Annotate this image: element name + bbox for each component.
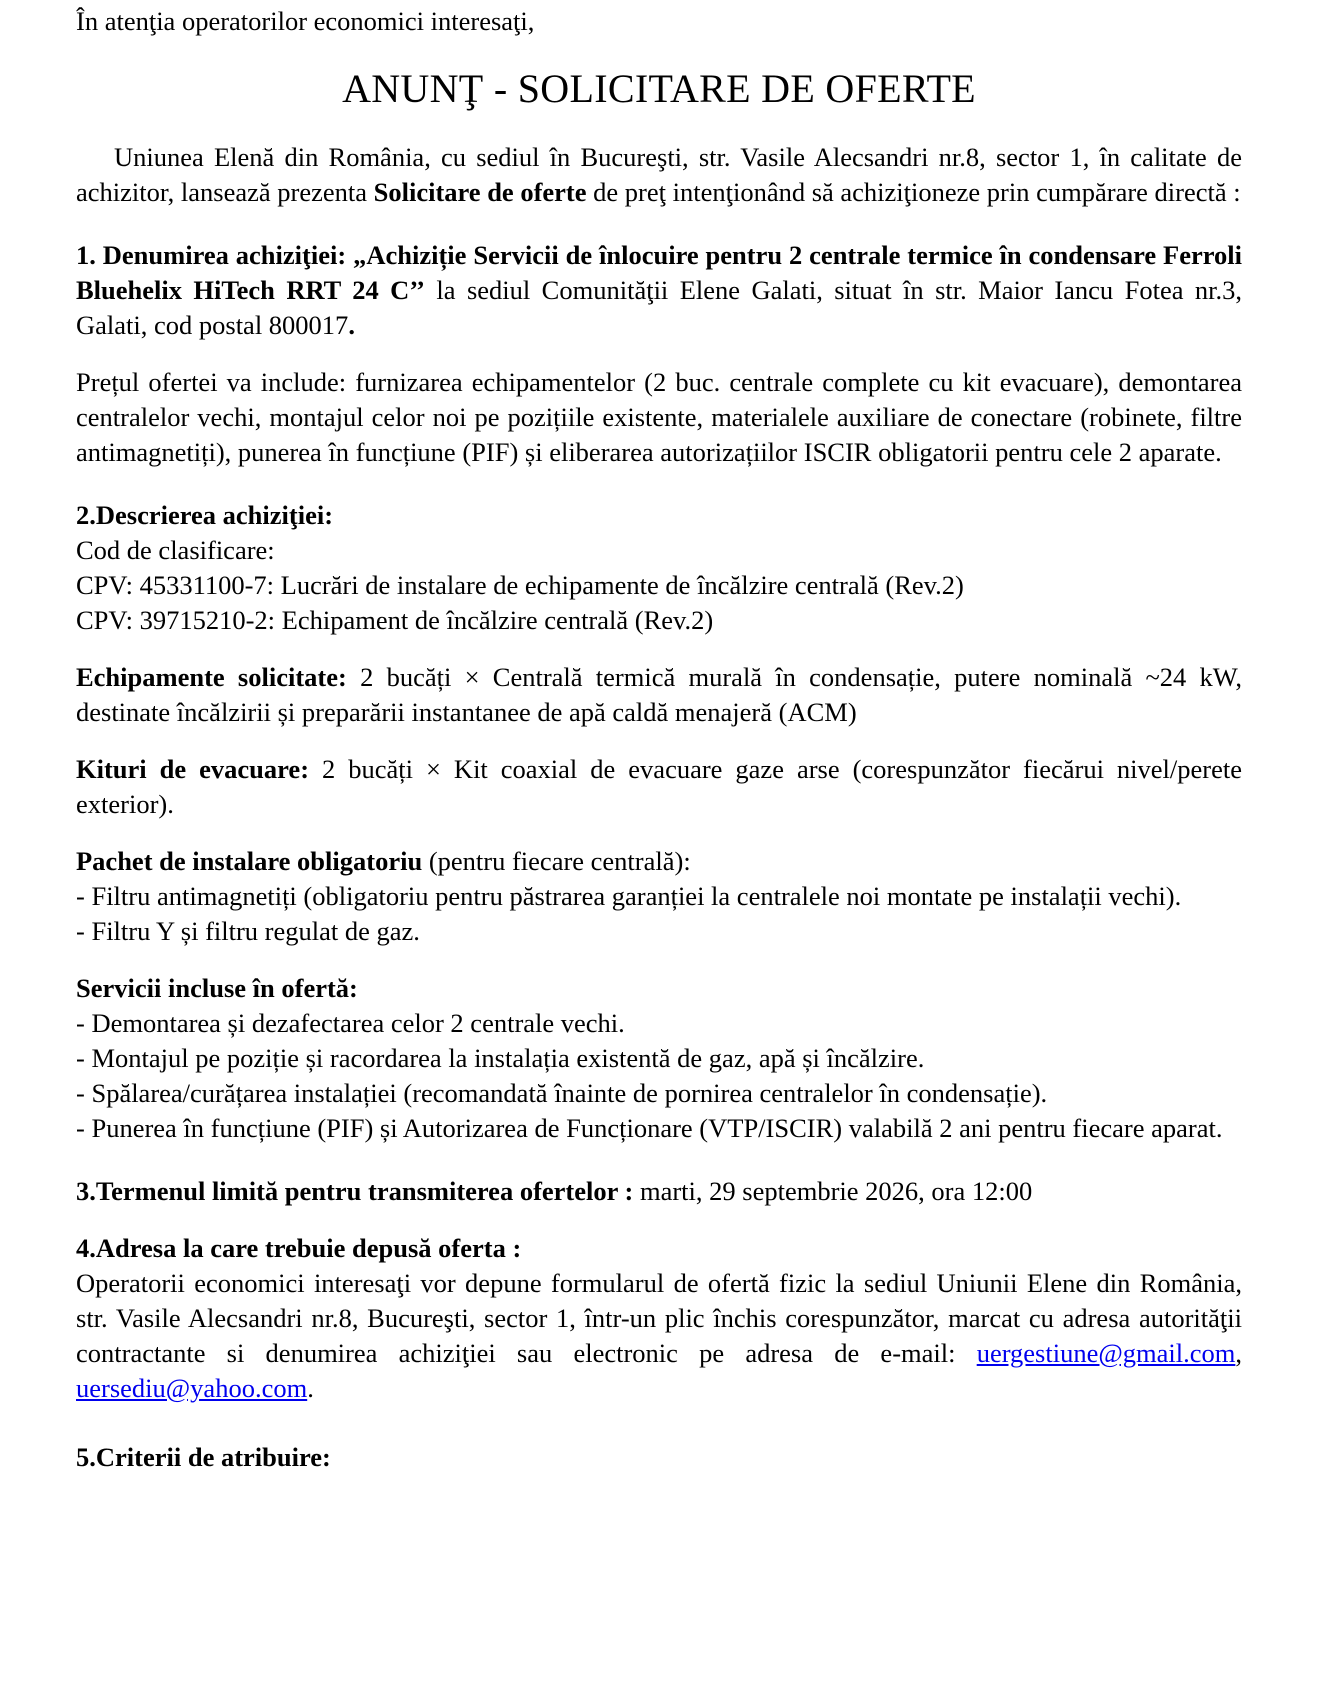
section-2 [76, 498, 1242, 638]
section-1-period: . [348, 310, 355, 340]
email-link-gestiune[interactable]: uergestiune@gmail.com [976, 1338, 1236, 1368]
list-item: - Filtru Y și filtru regulat de gaz. [76, 916, 420, 946]
section-4 [76, 1231, 1242, 1406]
install-package-label: Pachet de instalare obligatoriu [76, 846, 423, 876]
list-item: - Punerea în funcțiune (PIF) și Autorizarea de Funcționare (VTP/ISCIR) valabilă 2 ani pentru fiecare aparat. [76, 1113, 1223, 1143]
email-separator: , [1235, 1338, 1242, 1368]
price-paragraph: Prețul ofertei va include: furnizarea echipamentelor (2 buc. centrale complete cu kit evacuare), demontarea centralelor vechi, montajul celor noi pe pozițiile existente, materialele auxiliare de conectare (robinete, filtre antimagnetiți), punerea în funcțiune (PIF) și eliberarea autorizațiilor ISCIR obligatorii pentru cele 2 aparate. [76, 367, 1242, 467]
section-5-heading: 5.Criterii de atribuire: [76, 1442, 331, 1472]
section-1-location: la sediul Comunităţii Elene Galati, situat în str. Maior Iancu Fotea nr.3, Galati, cod postal 800017 [76, 275, 1242, 340]
kits-label: Kituri de evacuare: [76, 754, 310, 784]
document-body [76, 4, 1242, 1475]
equipment-paragraph [76, 660, 1242, 730]
kits-paragraph [76, 752, 1242, 822]
install-package-heading [76, 844, 1242, 879]
install-package [76, 844, 1242, 949]
submission-paragraph [76, 1266, 1242, 1406]
section-1-heading: 1. Denumirea achiziţiei: [76, 240, 354, 270]
equipment-label: Echipamente solicitate: [76, 662, 347, 692]
section-4-heading: 4.Adresa la care trebuie depusă oferta : [76, 1233, 522, 1263]
submission-end: . [307, 1373, 314, 1403]
list-item: - Montajul pe poziție și racordarea la instalația existentă de gaz, apă și încălzire. [76, 1043, 925, 1073]
greeting: În atenţia operatorilor economici interesaţi, [76, 6, 535, 36]
page-title: ANUNŢ - SOLICITARE DE OFERTE [342, 66, 976, 111]
equipment-text: 2 bucăți × Centrală termică murală în condensație, putere nominală ~24 kW, destinate încălzirii și preparării instantanee de apă caldă menajeră (ACM) [76, 662, 1242, 727]
email-link-sediu[interactable]: uersediu@yahoo.com [76, 1373, 308, 1403]
submission-text: Operatorii economici interesaţi vor depune formularul de ofertă fizic la sediul Uniunii Elene din România, str. Vasile Alecsandri nr.8, Bucureşti, sector 1, într-un plic închis corespunzător, marcat cu adresa autorităţii contractante si denumirea achiziţiei sau electronic pe adresa de e-mail: [76, 1268, 1242, 1368]
kits-text: 2 bucăți × Kit coaxial de evacuare gaze arse (corespunzător fiecărui nivel/perete exterior). [76, 754, 1243, 819]
section-3 [76, 1174, 1242, 1209]
intro-text-start: Uniunea Elenă din România, cu sediul în Bucureşti, str. Vasile Alecsandri nr.8, sector 1, în calitate de achizitor, lansează prezenta [76, 142, 1242, 207]
intro-paragraph [76, 140, 1242, 210]
section-1-title: „Achiziție Servicii de înlocuire pentru 2 centrale termice în condensare Ferroli Bluehelix HiTech RRT 24 C’’ [76, 240, 1242, 305]
list-item: - Filtru antimagnetiți (obligatoriu pentru păstrarea garanției la centralele noi montate pe instalații vechi). [76, 881, 1182, 911]
services-heading: Servicii incluse în ofertă: [76, 973, 358, 1003]
intro-bold: Solicitare de oferte [373, 177, 587, 207]
cpv-line: CPV: 39715210-2: Echipament de încălzire centrală (Rev.2) [76, 605, 714, 635]
services-list [76, 971, 1242, 1146]
cpv-line: CPV: 45331100-7: Lucrări de instalare de echipamente de încălzire centrală (Rev.2) [76, 570, 964, 600]
intro-text-end: de preţ intenţionând să achiziţioneze prin cumpărare directă : [586, 177, 1241, 207]
list-item: - Spălarea/curățarea instalației (recomandată înainte de pornirea centralelor în condensație). [76, 1078, 1048, 1108]
section-3-heading: 3.Termenul limită pentru transmiterea ofertelor : [76, 1176, 640, 1206]
deadline-text: marti, 29 septembrie 2026, ora 12:00 [639, 1176, 1033, 1206]
classification-label: Cod de clasificare: [76, 535, 275, 565]
list-item: - Demontarea și dezafectarea celor 2 centrale vechi. [76, 1008, 625, 1038]
install-package-text: (pentru fiecare centrală): [422, 846, 691, 876]
section-1 [76, 238, 1242, 343]
section-2-heading: 2.Descrierea achiziţiei: [76, 500, 334, 530]
